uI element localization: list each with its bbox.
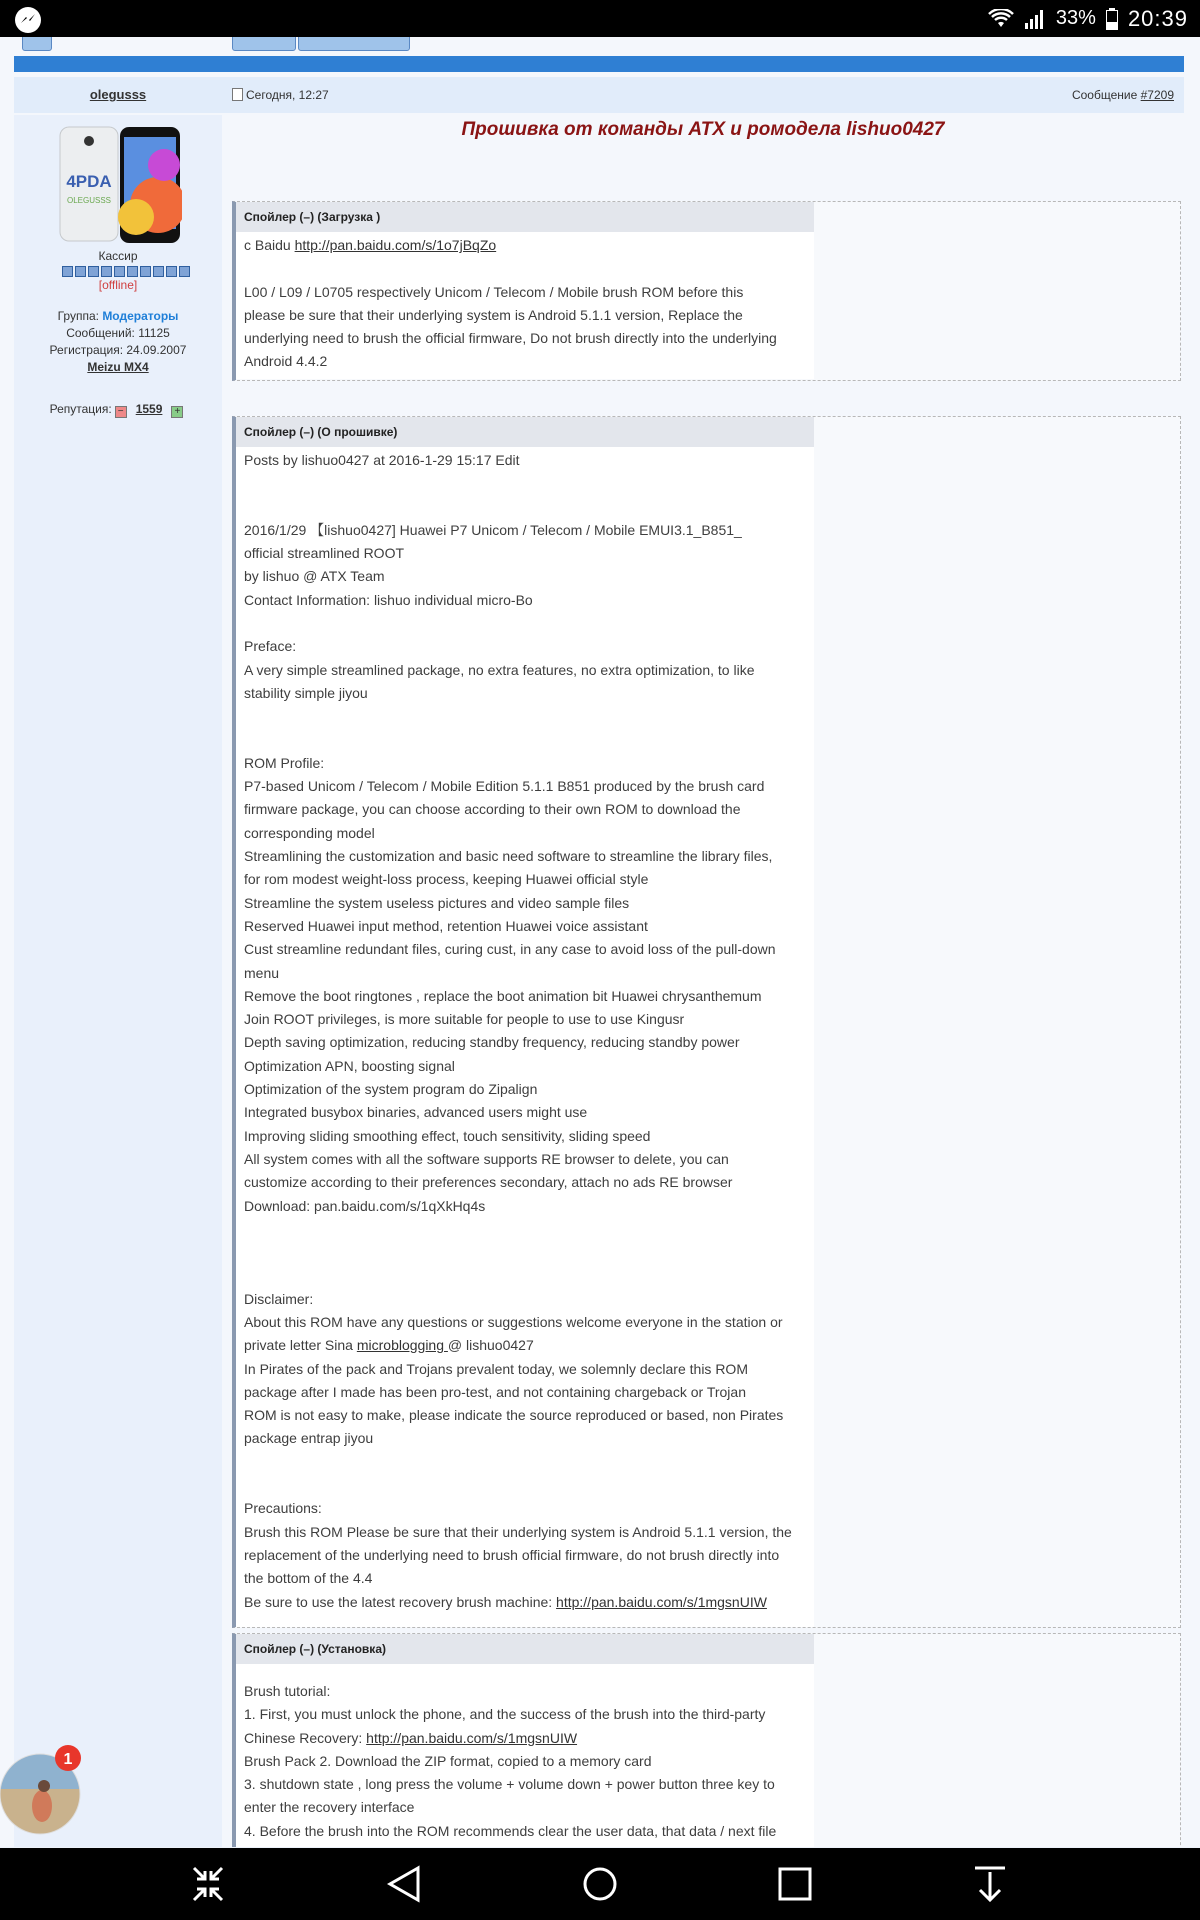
message-count: 11125: [138, 326, 170, 340]
spoiler-text-line: customize according to their preferences secondary, attach no ads RE browser: [244, 1174, 733, 1191]
spoiler-text-line: Streamline the system useless pictures and video sample files: [244, 894, 630, 911]
spoiler-body: Brush tutorial: 1. First, you must unlock the phone, and the success of the brush into the third-party Chinese Recovery: http://pan.baidu.com/s/1mgsnUIW Brush Pack 2. Download the ZIP format, copied to a memory card 3. shutdown state , long press the volume + volume down + power button three key to enter the recovery interface 4. Before the brush into the ROM recommends clear the user data, that data / next file: [236, 1664, 814, 1847]
spoiler-text-line: for rom modest weight-loss process, keeping Huawei official style: [244, 871, 649, 888]
spoiler-text-line: ROM Profile:: [244, 754, 325, 771]
user-rank: Кассир: [98, 249, 138, 263]
wifi-icon: [988, 9, 1014, 29]
spoiler-text-line: Depth saving optimization, reducing standby frequency, reducing standby power: [244, 1034, 740, 1051]
spoiler-text-line: Contact Information: lishuo individual micro-Bo: [244, 591, 533, 608]
name-button[interactable]: [232, 37, 296, 51]
post-author-link[interactable]: olegusss: [89, 87, 147, 102]
user-status: [offline]: [98, 278, 138, 292]
spoiler-text-line: package entrap jiyou: [244, 1430, 374, 1447]
spoiler-body: с Baidu http://pan.baidu.com/s/1o7jBqZo L00 / L09 / L0705 respectively Unicom / Telecom / Mobile brush ROM before this please be sure that their underlying system is Android 5.1.1 version, Replace the underlying need to brush the official firmware, Do not brush directly into the underlying Android 4.4.2: [236, 232, 814, 379]
post-date-text: Сегодня, 12:27: [246, 88, 329, 102]
spoiler-text-line: menu: [244, 964, 280, 981]
registration-date: 24.09.2007: [126, 343, 187, 357]
spoiler-text-line: Streamlining the customization and basic need software to streamline the library files,: [244, 848, 773, 865]
chat-badge-count: 1: [63, 1751, 73, 1768]
spoiler-download: [232, 201, 1181, 381]
forum-page: [0, 37, 1200, 1847]
recovery-link[interactable]: http://pan.baidu.com/s/1mgsnUIW: [556, 1593, 767, 1610]
document-icon: [232, 88, 243, 101]
reputation-minus-icon[interactable]: −: [115, 406, 127, 418]
spoiler-text-line: Improving sliding smoothing effect, touch sensitivity, sliding speed: [244, 1127, 651, 1144]
spoiler-header[interactable]: Спойлер (–) (О прошивке): [236, 417, 814, 447]
rank-stars: [62, 266, 190, 277]
spoiler-text-line: All system comes with all the software supports RE browser to delete, you can: [244, 1150, 729, 1167]
spoiler-text-line: Download: pan.baidu.com/s/1qXkHq4s: [244, 1197, 486, 1214]
spoiler-text-line: replacement of the underlying need to brush official firmware, do not brush directly into: [244, 1546, 780, 1563]
navigation-bar: [0, 1848, 1200, 1920]
spoiler-text-line: the bottom of the 4.4: [244, 1570, 373, 1587]
avatar-sub-text: OLEGUSSS: [66, 196, 112, 205]
post-date: [232, 77, 329, 113]
clock: 20:39: [1127, 5, 1188, 31]
spoiler-text-line: Preface:: [244, 638, 297, 655]
spoiler-text-line: Posts by lishuo0427 at 2016-1-29 15:17 Edit: [244, 452, 520, 468]
back-button[interactable]: [374, 1848, 434, 1920]
messenger-chat-head[interactable]: [0, 1744, 82, 1836]
avatar[interactable]: [58, 125, 182, 245]
microblogging-link[interactable]: microblogging: [356, 1337, 448, 1354]
post-number-label: Сообщение: [1071, 88, 1138, 102]
spoiler-text-line: Precautions:: [244, 1500, 322, 1517]
spoiler-text-line: In Pirates of the pack and Trojans prevalent today, we solemnly declare this ROM: [244, 1360, 748, 1377]
status-bar: [0, 0, 1200, 37]
user-info: Группа: Модераторы Сообщений: 11125 Регистрация: 24.09.2007 Meizu MX4: [14, 308, 222, 376]
post-toolbar: [14, 37, 1184, 55]
hide-navbar-icon[interactable]: [960, 1848, 1020, 1920]
spoiler-text-line: by lishuo @ ATX Team: [244, 568, 385, 585]
spoiler-text-line: corresponding model: [244, 824, 375, 841]
spoiler-about: [232, 416, 1181, 1628]
user-profile-panel: [14, 115, 222, 1847]
spoiler-text-line: Reserved Huawei input method, retention Huawei voice assistant: [244, 917, 648, 934]
messenger-icon[interactable]: [15, 7, 41, 33]
signal-icon: [1024, 9, 1046, 29]
spoiler-text-line: package after I made has been pro-test, and not containing chargeback or Trojan: [244, 1383, 746, 1400]
spoiler-text-line: ROM is not easy to make, please indicate the source reproduced or based, non Pirates: [244, 1407, 784, 1424]
spoiler-text-line: official streamlined ROOT: [244, 545, 405, 562]
battery-icon: [1106, 8, 1118, 30]
avatar-logo-text: 4PDA: [66, 172, 112, 191]
baidu-link[interactable]: http://pan.baidu.com/s/1o7jBqZo: [294, 237, 497, 253]
scroll-top-button[interactable]: [22, 37, 52, 51]
spoiler-text-line: Brush this ROM Please be sure that their underlying system is Android 5.1.1 version, the: [244, 1523, 792, 1540]
post-header: [14, 77, 1184, 113]
quote-button[interactable]: [298, 37, 410, 51]
spoiler-text-line: Optimization APN, boosting signal: [244, 1057, 455, 1074]
spoiler-text-line: Integrated busybox binaries, advanced users might use: [244, 1104, 588, 1121]
post-content: [222, 115, 1184, 1847]
user-group[interactable]: Модераторы: [102, 309, 179, 323]
recents-button[interactable]: [765, 1848, 825, 1920]
spoiler-text-line: 2016/1/29 【lishuo0427] Huawei P7 Unicom / Telecom / Mobile EMUI3.1_B851_: [244, 521, 742, 538]
home-button[interactable]: [570, 1848, 630, 1920]
post-title: Прошивка от команды ATX и ромодела lishuo0427: [461, 119, 945, 140]
post-separator-bar: [14, 56, 1184, 72]
spoiler-text-line: Optimization of the system program do Zipalign: [244, 1081, 538, 1098]
spoiler-header[interactable]: Спойлер (–) (Установка): [236, 1634, 814, 1664]
reputation-plus-icon[interactable]: +: [171, 406, 183, 418]
spoiler-text-line: firmware package, you can choose according to their own ROM to download the: [244, 801, 741, 818]
post-number-link[interactable]: #7209: [1140, 88, 1174, 102]
post-number: [1072, 77, 1174, 113]
chinese-recovery-link[interactable]: http://pan.baidu.com/s/1mgsnUIW: [366, 1729, 578, 1746]
spoiler-text-line: stability simple jiyou: [244, 684, 368, 701]
spoiler-text-line: P7-based Unicom / Telecom / Mobile Edition 5.1.1 B851 produced by the brush card: [244, 778, 765, 795]
battery-percent: 33%: [1055, 7, 1096, 29]
spoiler-text-line: Join ROOT privileges, is more suitable for people to use to use Kingusr: [244, 1011, 685, 1028]
spoiler-text-line: Cust streamline redundant files, curing cust, in any case to avoid loss of the pull-down: [244, 941, 776, 958]
spoiler-text-line: Remove the boot ringtones , replace the boot animation bit Huawei chrysanthemum: [244, 987, 762, 1004]
user-device-link[interactable]: Meizu MX4: [87, 360, 149, 374]
reputation-value[interactable]: 1559: [135, 402, 163, 416]
collapse-icon[interactable]: [178, 1848, 238, 1920]
spoiler-install: [232, 1633, 1181, 1847]
reputation: Репутация: − 1559 +: [14, 402, 222, 418]
spoiler-text-line: A very simple streamlined package, no extra features, no extra optimization, to like: [244, 661, 755, 678]
spoiler-body: Posts by lishuo0427 at 2016-1-29 15:17 Edit 2016/1/29 【lishuo0427] Huawei P7 Unicom / Telecom / Mobile EMUI3.1_B851_ official streamlined ROOT by lishuo @ ATX Team Contact Information: lishuo individual micro-Bo Preface: A very simple streamlined package, no extra features, no extra optimization, to like stability simple jiyou ROM Profile: P7-based Unicom / Telecom / Mobile Edition 5.1.1 B851 produced by the brush card firmware package, you can choose according to their own ROM to download the corresponding model Streamlining the customization and basic need software to streamline the library files, for rom modest weight-loss process, keeping Huawei official style Streamline the system useless pictures and video sample files Reserved Huawei input method, retention Huawei voice assistant Cust streamline redundant files, curing cust, in any case to avoid loss of the pull-down menu Remove the boot ringtones , replace the boot animation bit Huawei chrysanthemum Join ROOT privileges, is more suitable for people to use to use Kingusr Depth saving optimization, reducing standby frequency, reducing standby power Optimization APN, boosting signal Optimization of the system program do Zipalign Integrated busybox binaries, advanced users might use Improving sliding smoothing effect, touch sensitivity, sliding speed All system comes with all the software supports RE browser to delete, you can customize according to their preferences secondary, attach no ads RE browser Download: pan.baidu.com/s/1qXkHq4s Disclaimer: About this ROM have any questions or suggestions welcome everyone in the station or private letter Sina microblogging @ lishuo0427 In Pirates of the pack and Trojans prevalent today, we solemnly declare this ROM package after I made has been pro-test, and not containing chargeback or Trojan ROM is not easy to make, please indicate the source reproduced or based, non Pirates package entrap jiyou Precautions: Brush this ROM Please be sure that their underlying system is Android 5.1.1 version, the replacement of the underlying need to brush official firmware, do not brush directly into the bottom of the 4.4 Be sure to use the latest recovery brush machine: http://pan.baidu.com/s/1mgsnUIW: [236, 447, 814, 1627]
spoiler-header[interactable]: Спойлер (–) (Загрузка ): [236, 202, 814, 232]
